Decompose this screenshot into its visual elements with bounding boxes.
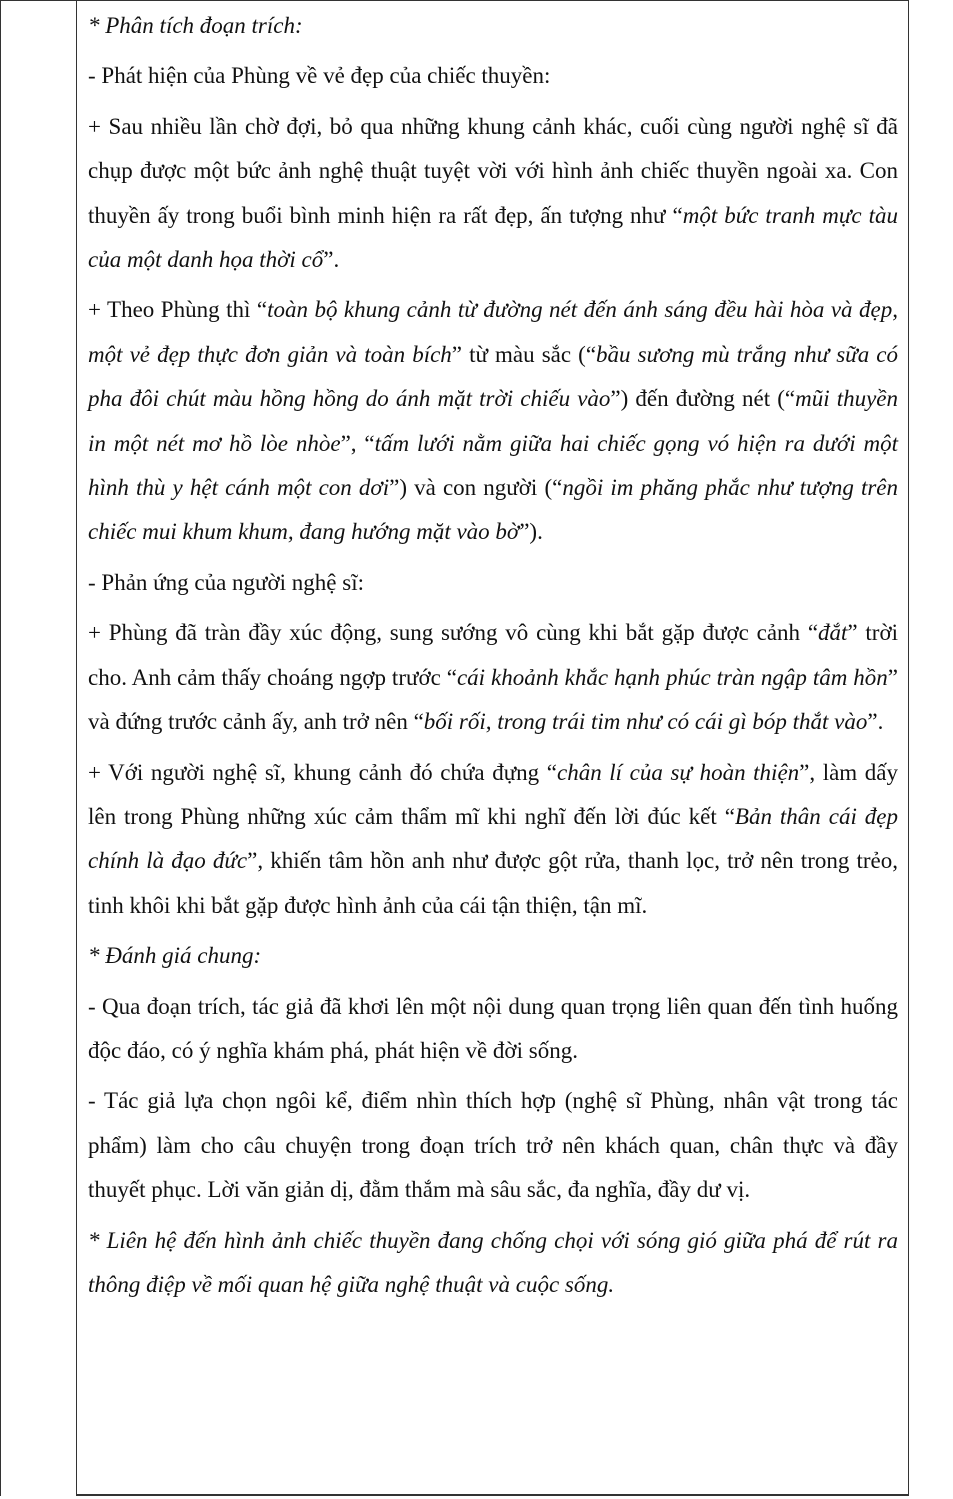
paragraph-truth-of-perfection	[88, 751, 898, 929]
text-run: ”, làm dấy lên trong Phùng những xúc cảm thẩm mĩ khi nghĩ đến lời đúc kết “	[88, 759, 899, 829]
text-run: ”.	[323, 247, 340, 273]
paragraph-content-evaluation: - Qua đoạn trích, tác giả đã khơi lên một nội dung quan trọng liên quan đến tình huống độc đáo, có ý nghĩa khám phá, phát hiện về đời sống.	[88, 993, 898, 1063]
text-run: ”).	[519, 519, 543, 545]
text-run: + Sau nhiều lần chờ đợi, bỏ qua những khung cảnh khác, cuối cùng người nghệ sĩ đã chụp được một bức ảnh nghệ thuật tuyệt vời với hình ảnh chiếc thuyền ngoài xa. Con thuyền ấy trong buổi bình minh hiện ra rất đẹp, ấn tượng như “	[88, 113, 898, 228]
reaction-heading: - Phản ứng của người nghệ sĩ:	[88, 569, 364, 595]
text-run: + Với người nghệ sĩ, khung cảnh đó chứa đựng “	[88, 759, 557, 785]
discovery-heading: - Phát hiện của Phùng về vẻ đẹp của chiếc thuyền:	[88, 63, 551, 89]
document-content	[88, 4, 898, 1307]
text-run: ” và đứng trước cảnh ấy, anh trở nên “	[88, 664, 898, 735]
text-run: + Phùng đã tràn đầy xúc động, sung sướng vô cùng khi bắt gặp được cảnh “	[88, 620, 819, 646]
quote-italic: bối rối, trong trái tim như có cái gì bóp thắt vào	[423, 709, 868, 735]
table-left-cell	[0, 0, 77, 1496]
quote-italic: tấm lưới nằm giữa hai chiếc gọng vó hiện ra dưới một hình thù y hệt cánh một con dơi	[88, 430, 898, 501]
quote-italic: đắt	[818, 620, 848, 646]
text-run: + Theo Phùng thì “	[88, 297, 268, 323]
quote-italic: Bản thân cái đẹp chính là đạo đức	[88, 803, 898, 874]
quote-italic: ngồi im phăng phắc như tượng trên chiếc mui khum khum, đang hướng mặt vào bờ	[88, 475, 899, 545]
text-run: ” từ màu sắc (“	[451, 341, 597, 367]
text-run: ”) và con người (“	[389, 475, 563, 501]
analysis-heading: * Phân tích đoạn trích:	[88, 13, 303, 38]
text-run: ”, khiến tâm hồn anh như được gột rửa, thanh lọc, trở nên trong trẻo, tinh khôi khi bắt gặp được hình ảnh của cái tận thiện, tận mĩ.	[88, 848, 898, 918]
text-run: ”.	[867, 709, 884, 735]
text-run: ” trời cho. Anh cảm thấy choáng ngợp trước “	[88, 620, 898, 690]
paragraph-beauty-of-boat	[88, 105, 898, 283]
paragraph-art-evaluation: - Tác giả lựa chọn ngôi kể, điểm nhìn thích hợp (nghệ sĩ Phùng, nhân vật trong tác phẩm) làm cho câu chuyện trong đoạn trích trở nên khách quan, chân thực và đầy thuyết phục. Lời văn giản dị, đằm thắm mà sâu sắc, đa nghĩa, đầy dư vị.	[88, 1088, 898, 1203]
quote-italic: một bức tranh mực tàu của một danh họa thời cổ	[88, 202, 898, 273]
text-run: ”) đến đường nét (“	[610, 386, 796, 412]
evaluation-heading: * Đánh giá chung:	[88, 943, 262, 969]
quote-italic: mũi thuyền in một nét mơ hồ lòe nhòe	[88, 386, 899, 456]
quote-italic: toàn bộ khung cảnh từ đường nét đến ánh sáng đều hài hòa và đẹp, một vẻ đẹp thực đơn giản và toàn bích	[88, 297, 899, 367]
paragraph-emotion	[88, 611, 898, 744]
quote-italic: chân lí của sự hoàn thiện	[556, 759, 800, 785]
text-run: ”, “	[340, 430, 375, 456]
quote-italic: cái khoảnh khắc hạnh phúc tràn ngập tâm hồn	[456, 664, 888, 690]
paragraph-phung-view	[88, 288, 898, 554]
paragraph-connection: * Liên hệ đến hình ảnh chiếc thuyền đang chống chọi với sóng gió giữa phá để rút ra thông điệp về mối quan hệ giữa nghệ thuật và cuộc sống.	[88, 1227, 898, 1297]
quote-italic: bầu sương mù trắng như sữa có pha đôi chút màu hồng hồng do ánh mặt trời chiếu vào	[88, 341, 898, 412]
